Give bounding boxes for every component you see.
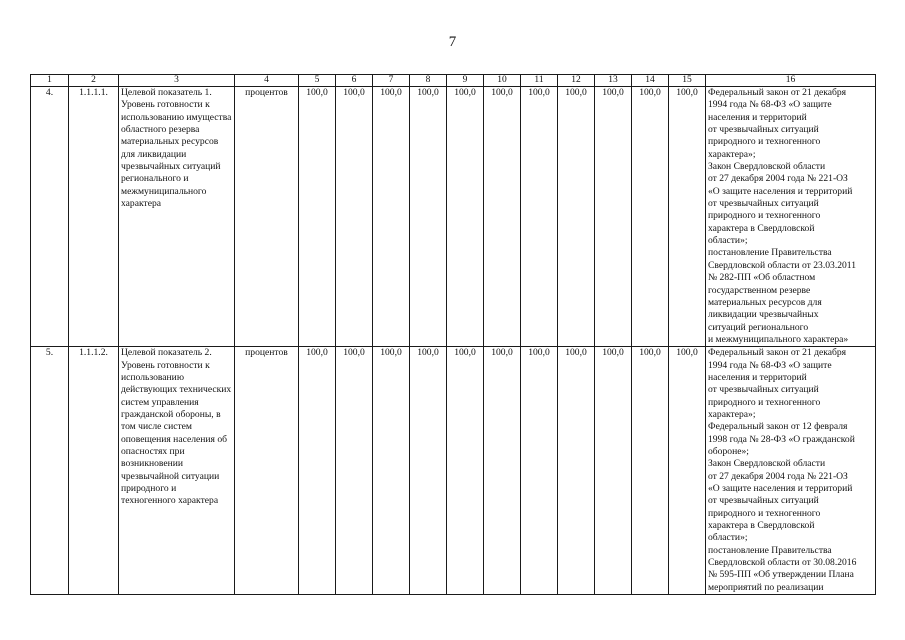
table-row [31, 347, 876, 595]
row-code: 1.1.1.2. [69, 347, 119, 595]
indicators-table [30, 74, 876, 595]
column-header: 4 [235, 75, 299, 87]
year-value: 100,0 [632, 347, 669, 595]
indicator-name: Целевой показатель 2. Уровень готовности к использованию действующих технических систем управления гражданской обороны, в том числе систем оповещения населения об опасностях при возникновении чрезвычайной ситуации природного и техногенного характера [119, 347, 235, 595]
year-value: 100,0 [484, 347, 521, 595]
column-header: 16 [706, 75, 876, 87]
year-value: 100,0 [521, 87, 558, 347]
page-number: 7 [448, 34, 457, 50]
year-value: 100,0 [299, 87, 336, 347]
row-number: 5. [31, 347, 69, 595]
column-header: 13 [595, 75, 632, 87]
year-value: 100,0 [373, 87, 410, 347]
year-value: 100,0 [447, 87, 484, 347]
year-value: 100,0 [410, 87, 447, 347]
column-header: 2 [69, 75, 119, 87]
unit: процентов [235, 87, 299, 347]
column-header: 8 [410, 75, 447, 87]
column-header: 14 [632, 75, 669, 87]
row-code: 1.1.1.1. [69, 87, 119, 347]
column-header: 9 [447, 75, 484, 87]
column-header: 6 [336, 75, 373, 87]
year-value: 100,0 [558, 87, 595, 347]
year-value: 100,0 [410, 347, 447, 595]
year-value: 100,0 [595, 347, 632, 595]
year-value: 100,0 [336, 87, 373, 347]
year-value: 100,0 [373, 347, 410, 595]
column-header: 15 [669, 75, 706, 87]
year-value: 100,0 [632, 87, 669, 347]
year-value: 100,0 [669, 87, 706, 347]
year-value: 100,0 [521, 347, 558, 595]
year-value: 100,0 [447, 347, 484, 595]
unit: процентов [235, 347, 299, 595]
year-value: 100,0 [336, 347, 373, 595]
header-row [31, 75, 876, 87]
year-value: 100,0 [669, 347, 706, 595]
column-header: 12 [558, 75, 595, 87]
year-value: 100,0 [595, 87, 632, 347]
column-header: 1 [31, 75, 69, 87]
column-header: 7 [373, 75, 410, 87]
year-value: 100,0 [558, 347, 595, 595]
legal-basis: Федеральный закон от 21 декабря 1994 года № 68-ФЗ «О защите населения и территорий от чрезвычайных ситуаций природного и техногенного характера»; Федеральный закон от 12 февраля 1998 года № 28-ФЗ «О гражданской обороне»; Закон Свердловской области от 27 декабря 2004 года № 221-ОЗ «О защите населения и территорий от чрезвычайных ситуаций природного и техногенного характера в Свердловской области»; постановление Правительства Свердловской области от 30.08.2016 № 595-ПП «Об утверждении Плана мероприятий по реализации [706, 347, 876, 595]
indicator-name: Целевой показатель 1. Уровень готовности к использованию имущества областного резерва материальных ресурсов для ликвидации чрезвычайных ситуаций регионального и межмуниципального характера [119, 87, 235, 347]
year-value: 100,0 [299, 347, 336, 595]
legal-basis: Федеральный закон от 21 декабря 1994 года № 68-ФЗ «О защите населения и территорий от чрезвычайных ситуаций природного и техногенного характера»; Закон Свердловской области от 27 декабря 2004 года № 221-ОЗ «О защите населения и территорий от чрезвычайных ситуаций природного и техногенного характера в Свердловской области»; постановление Правительства Свердловской области от 23.03.2011 № 282-ПП «Об областном государственном резерве материальных ресурсов для ликвидации чрезвычайных ситуаций регионального и межмуниципального характера» [706, 87, 876, 347]
column-header: 10 [484, 75, 521, 87]
column-header: 5 [299, 75, 336, 87]
column-header: 11 [521, 75, 558, 87]
row-number: 4. [31, 87, 69, 347]
table-row [31, 87, 876, 347]
column-header: 3 [119, 75, 235, 87]
year-value: 100,0 [484, 87, 521, 347]
